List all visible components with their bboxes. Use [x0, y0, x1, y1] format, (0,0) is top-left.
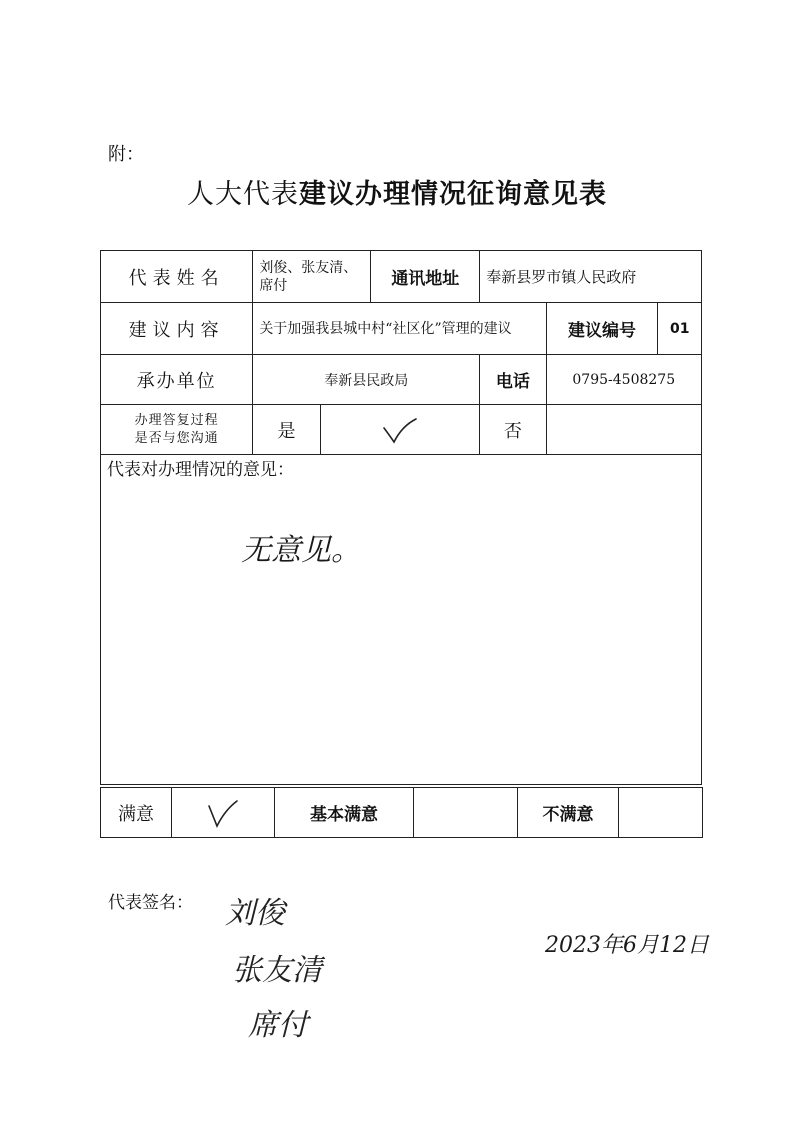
signature-label: 代表签名： [108, 893, 193, 913]
opinion-cell [101, 455, 702, 785]
communicate-label [101, 405, 253, 455]
signature-name-3: 席付 [248, 1008, 308, 1043]
page-title [0, 172, 794, 211]
communicate-label-line1: 办理答复过程 [134, 412, 219, 428]
signature-name-2: 张友清 [232, 953, 322, 988]
number-label: 建议编号 [546, 303, 658, 355]
signature-name-1: 刘俊 [225, 896, 285, 931]
unit-value: 奉新县民政局 [253, 355, 480, 405]
no-check-cell [546, 405, 701, 455]
address-label: 通讯地址 [371, 251, 480, 303]
opinion-handwritten: 无意见。 [241, 533, 361, 568]
yes-label: 是 [253, 405, 320, 455]
phone-label: 电话 [480, 355, 546, 405]
row-name [101, 251, 702, 303]
yes-check-mark-icon [380, 416, 420, 444]
unsatisfied-label: 不满意 [518, 788, 619, 838]
number-value: 01 [658, 303, 702, 355]
opinion-label: 代表对办理情况的意见： [107, 460, 294, 480]
basic-satisfied-label: 基本满意 [275, 788, 414, 838]
title-part-2: 建议办理情况征询意见表 [299, 179, 607, 210]
communicate-label-line2: 是否与您沟通 [134, 430, 219, 446]
phone-value: 0795-4508275 [546, 355, 701, 405]
address-value: 奉新县罗市镇人民政府 [480, 251, 702, 303]
satisfaction-table [100, 787, 703, 838]
title-part-1: 人大代表 [187, 179, 299, 210]
content-label: 建议内容 [101, 303, 253, 355]
satisfied-check-mark-icon [203, 798, 243, 828]
row-satisfaction [101, 788, 703, 838]
no-label: 否 [480, 405, 546, 455]
satisfied-check-cell [172, 788, 275, 838]
unsatisfied-check-cell [619, 788, 703, 838]
row-opinion [101, 455, 702, 785]
basic-satisfied-check-cell [414, 788, 518, 838]
content-value: 关于加强我县城中村“社区化”管理的建议 [253, 303, 546, 355]
row-unit [101, 355, 702, 405]
attachment-label: 附： [108, 144, 144, 165]
unit-label: 承办单位 [101, 355, 253, 405]
row-communicate [101, 405, 702, 455]
yes-check-cell [320, 405, 480, 455]
signature-date: 2023年6月12日 [545, 933, 709, 958]
opinion-form-table [100, 250, 702, 785]
row-content [101, 303, 702, 355]
name-value: 刘俊、张友清、席付 [253, 251, 371, 303]
name-label: 代表姓名 [101, 251, 253, 303]
satisfied-label: 满意 [101, 788, 172, 838]
